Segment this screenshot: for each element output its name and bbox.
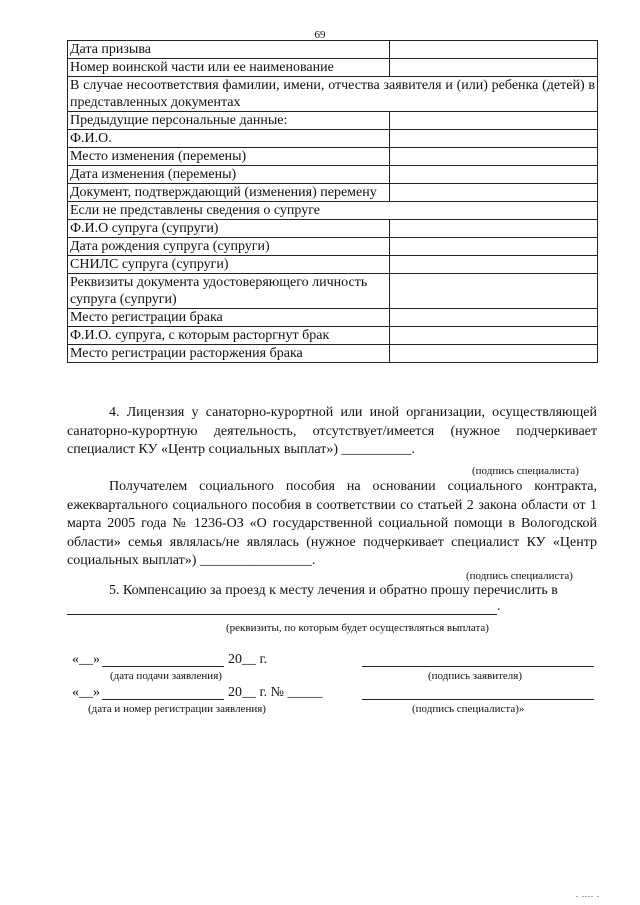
row-label: Место регистрации расторжения брака — [68, 345, 390, 363]
table-row — [68, 327, 598, 345]
row-label: Если не представлены сведения о супруге — [68, 202, 598, 220]
row-label: Ф.И.О. — [68, 130, 390, 148]
table-row — [68, 77, 598, 112]
paragraph-4-license: 4. Лицензия у санаторно-курортной или иной организации, осуществляющей санаторно-курортную деятельность, отсутствует/имеется (нужное подчеркивает специалист КУ «Центр социальных выплат») __________. — [67, 405, 597, 457]
table-row — [68, 166, 598, 184]
specialist-signature-line[interactable] — [362, 699, 594, 700]
row-value-cell[interactable] — [390, 256, 598, 274]
requisites-line[interactable] — [67, 614, 497, 615]
row-value-cell[interactable] — [390, 41, 598, 59]
caption-date-submit: (дата подачи заявления) — [110, 670, 222, 682]
row-value-cell[interactable] — [390, 274, 598, 309]
table-row — [68, 41, 598, 59]
row-value-cell[interactable] — [390, 112, 598, 130]
year-suffix-1: 20__ г. — [228, 652, 268, 667]
row-value-cell[interactable] — [390, 59, 598, 77]
row-label: Место изменения (перемены) — [68, 148, 390, 166]
table-row — [68, 112, 598, 130]
row-value-cell[interactable] — [390, 220, 598, 238]
table-row — [68, 130, 598, 148]
row-value-cell[interactable] — [390, 184, 598, 202]
caption-specialist-signature-1: (подпись специалиста) — [472, 465, 579, 477]
row-value-cell[interactable] — [390, 130, 598, 148]
date-submit-line[interactable] — [102, 666, 224, 667]
row-value-cell[interactable] — [390, 166, 598, 184]
date-open-quote-1: «__» — [72, 652, 100, 667]
row-value-cell[interactable] — [390, 309, 598, 327]
row-label: В случае несоответствия фамилии, имени, отчества заявителя и (или) ребенка (детей) в представленных документах — [68, 77, 598, 112]
page-number: 69 — [314, 29, 326, 41]
table-body — [68, 41, 598, 363]
row-label: Дата призыва — [68, 41, 390, 59]
table-row — [68, 59, 598, 77]
table-row — [68, 202, 598, 220]
applicant-signature-line[interactable] — [362, 666, 594, 667]
table-row — [68, 274, 598, 309]
caption-date-registration: (дата и номер регистрации заявления) — [88, 703, 266, 715]
paragraph-5-compensation: 5. Компенсацию за проезд к месту лечения и обратно прошу перечислить в — [109, 583, 558, 598]
caption-specialist-signature-2: (подпись специалиста) — [466, 570, 573, 582]
requisites-line-end: . — [497, 599, 501, 614]
date-open-quote-2: «__» — [72, 685, 100, 700]
table-row — [68, 309, 598, 327]
date-registration-line[interactable] — [102, 699, 224, 700]
table-row — [68, 256, 598, 274]
row-label: Дата рождения супруга (супруги) — [68, 238, 390, 256]
caption-applicant-signature: (подпись заявителя) — [428, 670, 523, 682]
row-label: Место регистрации брака — [68, 309, 390, 327]
row-label: Ф.И.О супруга (супруги) — [68, 220, 390, 238]
row-label: Номер воинской части или ее наименование — [68, 59, 390, 77]
row-label: Предыдущие персональные данные: — [68, 112, 390, 130]
table-row — [68, 148, 598, 166]
table-row — [68, 238, 598, 256]
row-value-cell[interactable] — [390, 238, 598, 256]
caption-specialist-signature-3: (подпись специалиста)» — [412, 703, 525, 715]
row-value-cell[interactable] — [390, 148, 598, 166]
paragraph-recipient-status: Получателем социального пособия на основании социального контракта, ежеквартального социального пособия в соответствии со статьей 2 закона области от 1 марта 2005 года № 1236-ОЗ «О государственной социальной помощи в Вологодской области» семья являлась/не являлась (нужное подчеркивает специалист КУ «Центр социальных выплат») ________________. — [67, 479, 597, 568]
row-label: Дата изменения (перемены) — [68, 166, 390, 184]
row-label: СНИЛС супруга (супруги) — [68, 256, 390, 274]
corner-scan-mark: . .... . — [576, 890, 600, 899]
row-label: Документ, подтверждающий (изменения) перемену — [68, 184, 390, 202]
personal-data-table — [67, 40, 598, 363]
caption-requisites: (реквизиты, по которым будет осуществляться выплата) — [226, 622, 489, 634]
table-row — [68, 220, 598, 238]
row-value-cell[interactable] — [390, 327, 598, 345]
table-row — [68, 345, 598, 363]
table-row — [68, 184, 598, 202]
row-value-cell[interactable] — [390, 345, 598, 363]
row-label: Ф.И.О. супруга, с которым расторгнут брак — [68, 327, 390, 345]
row-label: Реквизиты документа удостоверяющего личность супруга (супруги) — [68, 274, 390, 309]
year-and-number: 20__ г. № _____ — [228, 685, 323, 700]
